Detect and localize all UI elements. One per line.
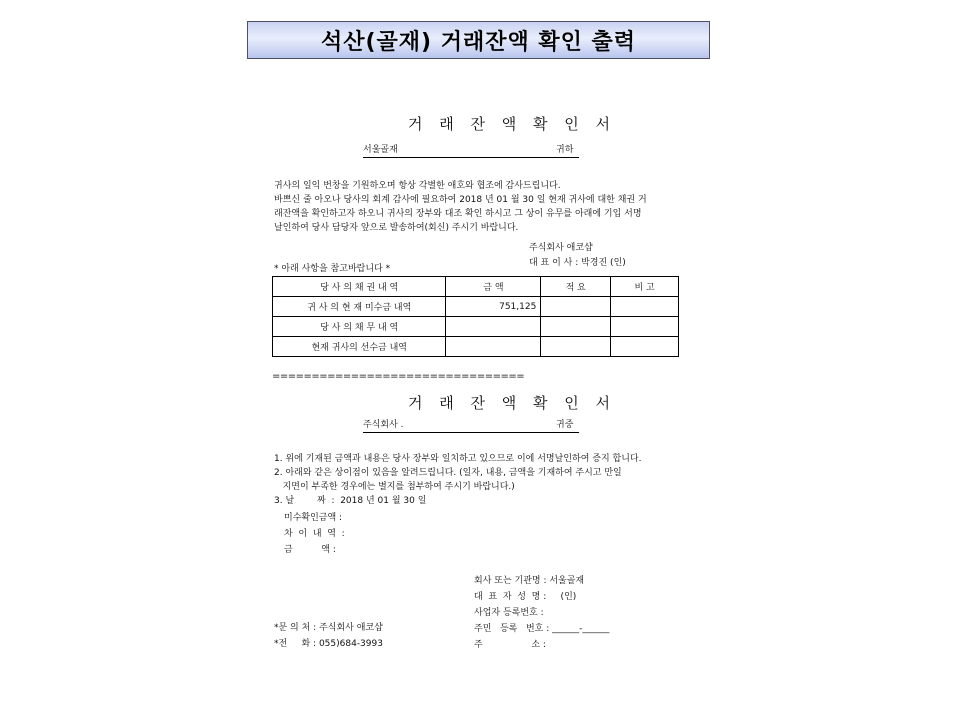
doc1-body xyxy=(274,179,647,235)
table-header-cell: 비 고 xyxy=(611,277,679,297)
doc2-title: 거 래 잔 액 확 인 서 xyxy=(408,394,617,412)
table-row xyxy=(273,317,679,337)
doc2-honorific: 귀중 xyxy=(556,420,574,430)
table-cell xyxy=(611,337,679,357)
table-header-cell: 당 사 의 채 권 내 역 xyxy=(273,277,446,297)
doc1-body-line: 날인하여 당사 담당자 앞으로 발송하여(회신) 주시기 바랍니다. xyxy=(274,223,519,233)
doc1-body-line: 래잔액을 확인하고자 하오니 귀사의 장부와 대조 확인 하시고 그 상이 유무를 아래에 기입 서명 xyxy=(274,209,642,219)
doc1-recipient-line xyxy=(363,143,579,158)
doc2-item: 지면이 부족한 경우에는 별지를 첨부하여 주시기 바랍니다.) xyxy=(274,482,515,492)
doc2-item: 1. 위에 기재된 금액과 내용은 당사 장부와 일치하고 있으므로 이에 서명날인하여 증지 합니다. xyxy=(274,454,642,464)
doc2-right-field: 사업자 등록번호 : xyxy=(474,608,544,618)
balance-table xyxy=(272,276,679,357)
table-cell xyxy=(446,337,541,357)
doc1-recipient: 서울골재 xyxy=(363,145,398,155)
table-cell: 당 사 의 채 무 내 역 xyxy=(273,317,446,337)
doc1-body-line: 바쁘신 줄 아오나 당사의 회계 감사에 필요하여 2018 년 01 월 30 일 현재 귀사에 대한 채권 거 xyxy=(274,195,647,205)
doc2-right-fields xyxy=(474,573,609,653)
doc2-recipient-line xyxy=(363,418,579,433)
doc2-right-field: 주 소 : xyxy=(474,640,546,650)
table-header-row xyxy=(273,277,679,297)
doc2-item: 2. 아래와 같은 상이점이 있음을 알려드립니다. (일자, 내용, 금액을 기재하여 주시고 만일 xyxy=(274,468,622,478)
doc2-item: 3. 날 짜 : 2018 년 01 월 30 일 xyxy=(274,496,427,506)
table-cell xyxy=(611,317,679,337)
banner-title: 석산(골재) 거래잔액 확인 출력 xyxy=(320,29,637,55)
table-cell xyxy=(541,317,611,337)
doc2-recipient: 주식회사 . xyxy=(363,420,404,430)
separator-line: ================================ xyxy=(272,371,525,382)
table-header-cell: 적 요 xyxy=(541,277,611,297)
table-cell xyxy=(446,317,541,337)
doc2-contact: *문 의 처 : 주식회사 애코샵 xyxy=(274,623,383,633)
page-banner xyxy=(247,21,710,59)
table-cell: 751,125 xyxy=(446,297,541,317)
table-cell: 귀 사 의 현 재 미수금 내역 xyxy=(273,297,446,317)
table-header-cell: 금 액 xyxy=(446,277,541,297)
doc2-field: 차 이 내 역 : xyxy=(284,529,345,539)
table-row xyxy=(273,297,679,317)
doc1-title: 거 래 잔 액 확 인 서 xyxy=(408,115,617,133)
table-cell xyxy=(541,337,611,357)
table-cell xyxy=(611,297,679,317)
doc2-right-field: 주민 등록 번호 : ______-______ xyxy=(474,624,610,634)
doc1-honorific: 귀하 xyxy=(556,145,574,155)
doc1-ceo: 대 표 이 사 : 박경진 (인) xyxy=(529,258,626,268)
doc2-right-field: 회사 또는 기관명 : 서울골재 xyxy=(474,576,585,586)
table-cell: 현재 귀사의 선수금 내역 xyxy=(273,337,446,357)
doc1-body-line: 귀사의 일익 번창을 기원하오며 항상 각별한 애호와 협조에 감사드립니다. xyxy=(274,181,561,191)
doc1-notice: * 아래 사항을 참고바랍니다 * xyxy=(274,264,391,274)
doc2-fields xyxy=(284,510,345,558)
doc2-field: 금 액 : xyxy=(284,545,336,555)
table-cell xyxy=(541,297,611,317)
doc2-phone: *전 화 : 055)684-3993 xyxy=(274,639,383,649)
doc2-items xyxy=(274,452,641,508)
doc1-company: 주식회사 애코샵 xyxy=(529,243,593,253)
table-row xyxy=(273,337,679,357)
doc2-right-field: 대 표 자 성 명 : (인) xyxy=(474,592,577,602)
doc2-field: 미수확인금액 : xyxy=(284,513,343,523)
